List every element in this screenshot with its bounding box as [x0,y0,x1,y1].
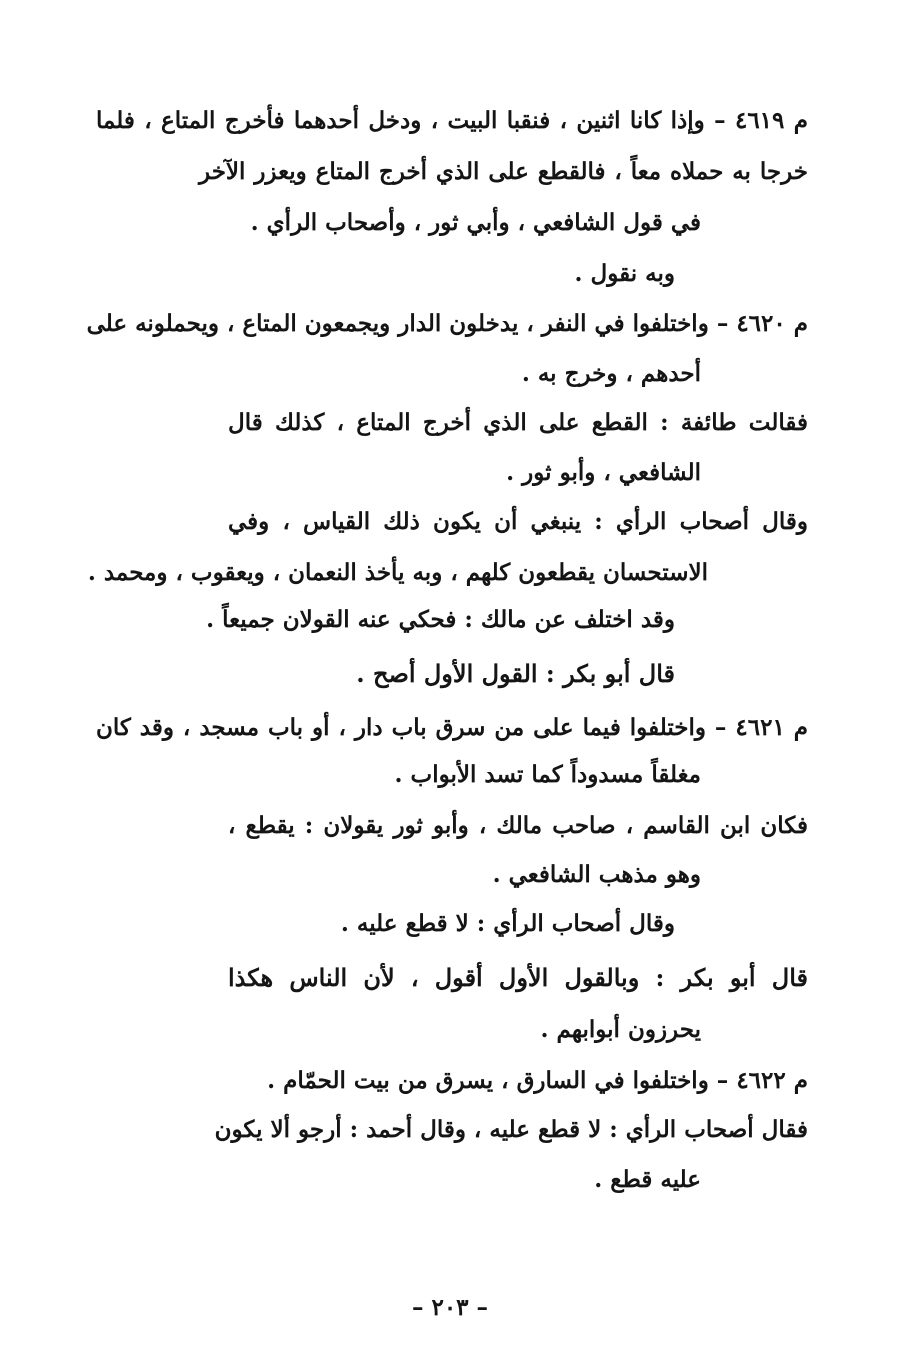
text-line: وقال أصحاب الرأي : لا قطع عليه . [340,910,675,937]
text-line: وقد اختلف عن مالك : فحكي عنه القولان جميعاً . [206,606,675,633]
page-number: – ٢٠٣ – [411,1294,489,1321]
text-line: الشافعي ، وأبو ثور . [506,459,701,486]
text-line: م ٤٦١٩ – وإذا كانا اثنين ، فنقبا البيت ، ودخل أحدهما فأخرج المتاع ، فلما [96,107,808,134]
text-line: فكان ابن القاسم ، صاحب مالك ، وأبو ثور يقولان : يقطع ، [228,812,808,839]
text-line: عليه قطع . [594,1166,701,1193]
text-line: الاستحسان يقطعون كلهم ، وبه يأخذ النعمان ، ويعقوب ، ومحمد . [87,559,708,586]
text-line: م ٤٦٢١ – واختلفوا فيما على من سرق باب دار ، أو باب مسجد ، وقد كان [96,714,809,741]
text-line: وهو مذهب الشافعي . [492,861,701,888]
text-line: وبه نقول . [574,260,675,287]
text-line: قال أبو بكر : القول الأول أصح . [356,659,675,688]
text-line: خرجا به حملاه معاً ، فالقطع على الذي أخرج المتاع ويعزر الآخر [199,158,808,185]
text-line: في قول الشافعي ، وأبي ثور ، وأصحاب الرأي . [250,209,701,236]
text-line: قال أبو بكر : وبالقول الأول أقول ، لأن الناس هكذا [228,963,808,992]
text-line: مغلقاً مسدوداً كما تسد الأبواب . [394,761,701,788]
text-line: فقال أصحاب الرأي : لا قطع عليه ، وقال أحمد : أرجو ألا يكون [214,1116,808,1143]
text-line: أحدهم ، وخرج به . [521,360,701,387]
text-line: وقال أصحاب الرأي : ينبغي أن يكون ذلك القياس ، وفي [228,508,808,535]
text-line: م ٤٦٢٠ – واختلفوا في النفر ، يدخلون الدار ويجمعون المتاع ، ويحملونه على [86,310,808,337]
text-line: م ٤٦٢٢ – واختلفوا في السارق ، يسرق من بيت الحمّام . [267,1067,808,1094]
text-line: يحرزون أبوابهم . [540,1016,701,1043]
text-line: فقالت طائفة : القطع على الذي أخرج المتاع ، كذلك قال [228,409,808,436]
